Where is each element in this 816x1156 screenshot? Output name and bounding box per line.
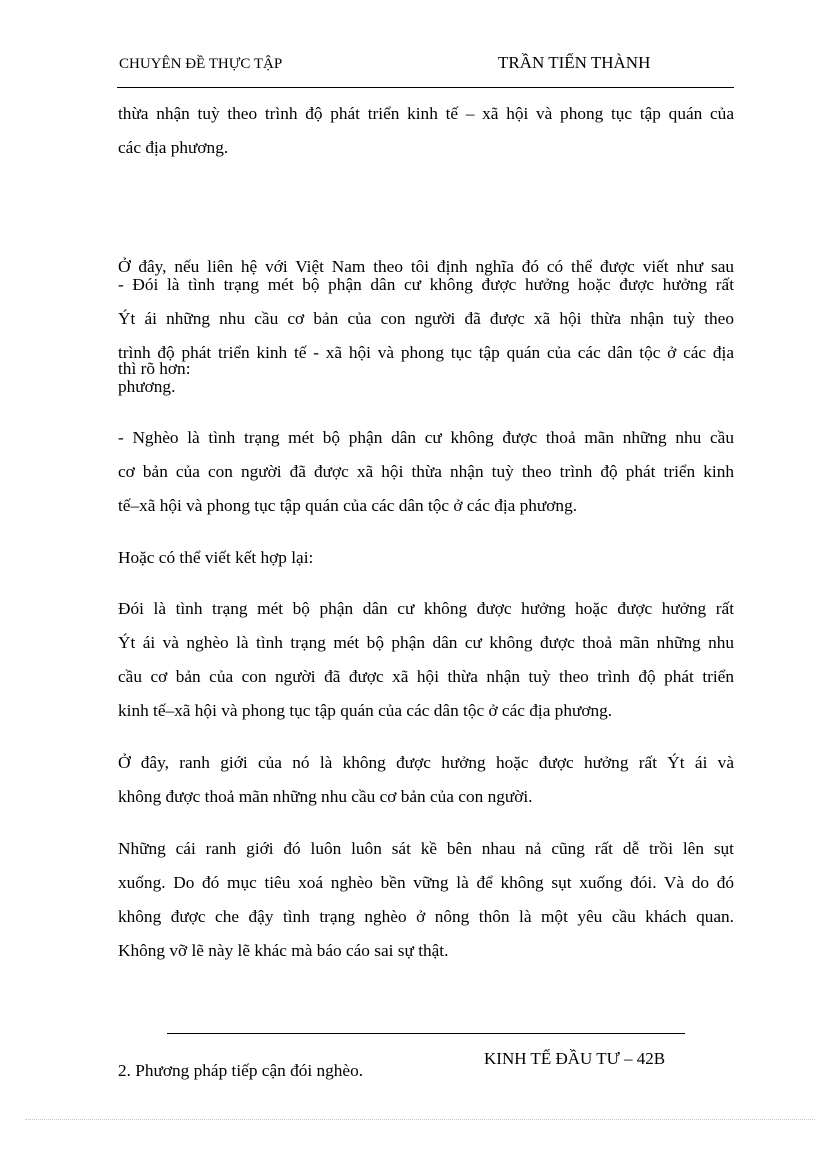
page-bottom-edge — [25, 1119, 815, 1120]
paragraph-line: kinh tế–xã hội và phong tục tập quán của các dân tộc ở các địa phương. — [118, 701, 613, 720]
footer-divider — [167, 1033, 685, 1034]
paragraph-line: phương. — [118, 377, 176, 396]
header-course-title: CHUYÊN ĐỀ THỰC TẬP — [119, 56, 283, 72]
paragraph-6 — [118, 592, 734, 728]
paragraph-7 — [118, 746, 734, 814]
paragraph-line: Ở đây, nếu liên hệ với Việt Nam theo tôi định nghĩa đó có thể được viết như sau — [118, 257, 734, 276]
paragraph-line: Không vỡ lẽ này lẽ khác mà báo cáo sai sự thật. — [118, 941, 449, 960]
paragraph-line: Ýt ái những nhu cầu cơ bản của con người đã được xã hội thừa nhận tuỳ theo — [118, 309, 734, 328]
paragraph-line: Hoặc có thể viết kết hợp lại: — [118, 548, 314, 567]
paragraph-line: thì rõ hơn: — [118, 359, 191, 378]
paragraph-line: xuống. Do đó mục tiêu xoá nghèo bền vững là để không sụt xuống đói. Và do đó — [118, 873, 734, 892]
paragraph-line: tế–xã hội và phong tục tập quán của các dân tộc ở các địa phương. — [118, 496, 578, 515]
paragraph-line: Đói là tình trạng mét bộ phận dân cư không được hưởng hoặc được hưởng rất — [118, 599, 734, 618]
paragraph-5 — [118, 541, 734, 575]
section-heading — [118, 986, 734, 1156]
footer-class-label: KINH TẾ ĐẦU TƯ – 42B — [484, 1049, 666, 1068]
paragraph-3 — [118, 268, 734, 404]
paragraph-line: không được che đậy tình trạng nghèo ở nông thôn là một yêu cầu khách quan. — [118, 907, 734, 926]
paragraph-4 — [118, 421, 734, 523]
paragraph-line: Ở đây, ranh giới của nó là không được hưởng hoặc được hưởng rất Ýt ái và — [118, 753, 734, 772]
paragraph-line: cơ bản của con người đã được xã hội thừa nhận tuỳ theo trình độ phát triển kinh — [118, 462, 734, 481]
header-divider — [117, 87, 734, 88]
paragraph-1 — [118, 97, 734, 165]
paragraph-8 — [118, 832, 734, 968]
paragraph-line: trình độ phát triển kinh tế - xã hội và phong tục tập quán của các dân tộc ở các địa — [118, 343, 734, 362]
paragraph-line: Những cái ranh giới đó luôn luôn sát kề bên nhau nả cũng rất dễ trồi lên sụt — [118, 839, 734, 858]
section-heading-text: 2. Phương pháp tiếp cận đói nghèo. — [118, 1061, 364, 1080]
paragraph-line: không được thoả mãn những nhu cầu cơ bản của con người. — [118, 787, 533, 806]
paragraph-line: Ýt ái và nghèo là tình trạng mét bộ phận dân cư không được thoả mãn những nhu — [118, 633, 734, 652]
paragraph-line: cầu cơ bản của con người đã được xã hội thừa nhận tuỳ theo trình độ phát triển — [118, 667, 734, 686]
paragraph-line: các địa phương. — [118, 138, 229, 157]
paragraph-line: - Đói là tình trạng mét bộ phận dân cư không được hưởng hoặc được hưởng rất — [118, 275, 734, 294]
paragraph-line: thừa nhận tuỳ theo trình độ phát triển kinh tế – xã hội và phong tục tập quán của — [118, 104, 734, 123]
paragraph-line: - Nghèo là tình trạng mét bộ phận dân cư không được thoả mãn những nhu cầu — [118, 428, 734, 447]
header-author-name: TRẦN TIẾN THÀNH — [498, 53, 651, 72]
